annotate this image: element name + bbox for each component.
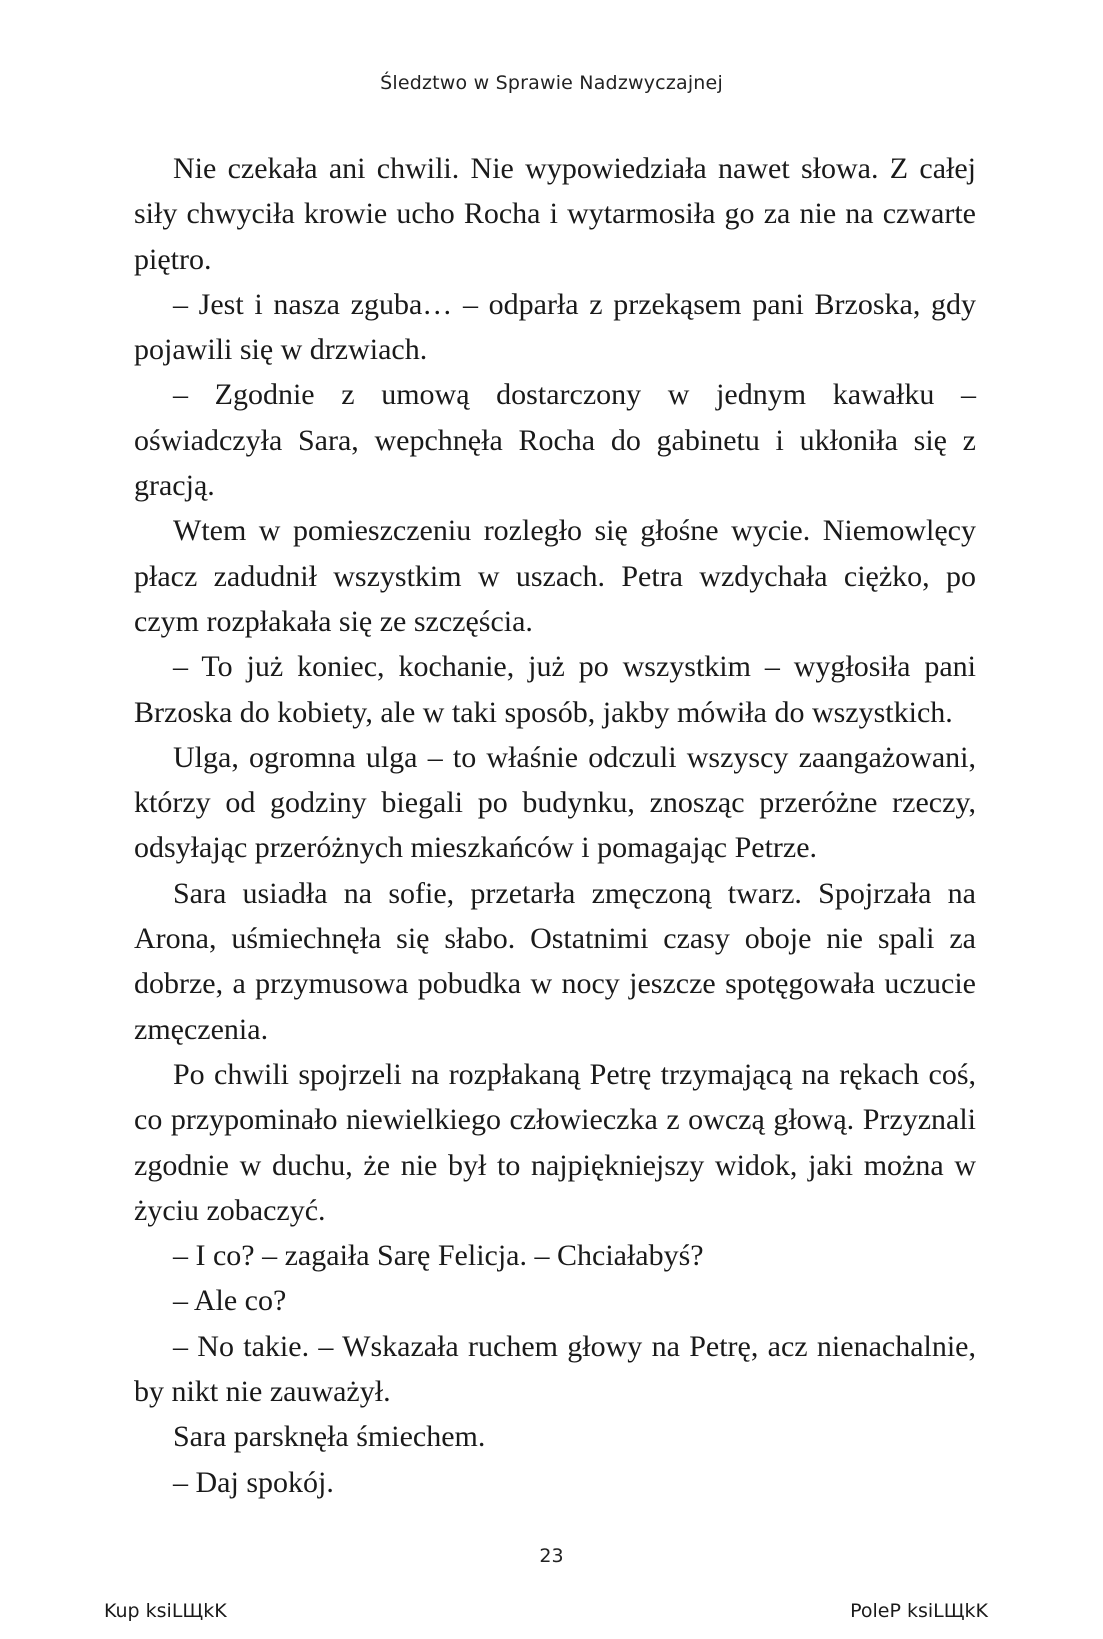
- paragraph: – Jest i nasza zguba… – odparła z przekąsem pani Brzoska, gdy pojawili się w drzwiach.: [134, 287, 976, 367]
- paragraph: – To już koniec, kochanie, już po wszystkim – wygłosiła pani Brzoska do kobiety, ale w taki sposób, jakby mówiła do wszystkich.: [134, 650, 976, 729]
- paragraph: Nie czekała ani chwili. Nie wypowiedziała nawet słowa. Z całej siły chwyciła krowie ucho Rocha i wytarmosiła go za nie na czwarte piętro.: [134, 152, 976, 276]
- paragraph: Sara parsknęła śmiechem.: [173, 1420, 486, 1454]
- paragraph: – I co? – zagaiła Sarę Felicja. – Chciałabyś?: [173, 1239, 704, 1273]
- paragraph: Ulga, ogromna ulga – to właśnie odczuli wszyscy zaangażowani, którzy od godziny biegali po budynku, znosząc przeróżne rzeczy, odsyłając przeróżnych mieszkańców i pomagając Petrze.: [134, 740, 976, 865]
- paragraph: – Daj spokój.: [173, 1465, 334, 1499]
- paragraph: Po chwili spojrzeli na rozpłakaną Petrę trzymającą na rękach coś, co przypominało niewielkiego człowieczka z owczą głową. Przyznali zgodnie w duchu, że nie był to najpiękniejszy widok, jaki można w życiu zobaczyć.: [134, 1057, 976, 1227]
- paragraph: – Zgodnie z umową dostarczony w jednym kawałku – oświadczyła Sara, wepchnęła Rocha do gabinetu i ukłoniła się z gracją.: [134, 378, 976, 503]
- paragraph: – No takie. – Wskazała ruchem głowy na Petrę, acz nienachalnie, by nikt nie zauważył.: [134, 1329, 976, 1409]
- page-number: 23: [539, 1545, 564, 1567]
- paragraph: Sara usiadła na sofie, przetarła zmęczoną twarz. Spojrzała na Arona, uśmiechnęła się słabo. Ostatnimi czasy oboje nie spali za dobrze, a przymusowa pobudka w nocy jeszcze spotęgowała uczucie zmęczenia.: [134, 876, 976, 1046]
- chapter-text: [134, 146, 976, 1505]
- buy-book-link[interactable]: Kup ksiLЩkK: [104, 1600, 227, 1622]
- paragraph: Wtem w pomieszczeniu rozległo się głośne wycie. Niemowlęcy płacz zadudnił wszystkim w uszach. Petra wzdychała ciężko, po czym rozpłakała się ze szczęścia.: [134, 514, 976, 638]
- paragraph: – Ale co?: [173, 1284, 287, 1318]
- running-title: Śledztwo w Sprawie Nadzwyczajnej: [380, 72, 723, 94]
- recommend-book-link[interactable]: PoleP ksiLЩkK: [850, 1600, 988, 1622]
